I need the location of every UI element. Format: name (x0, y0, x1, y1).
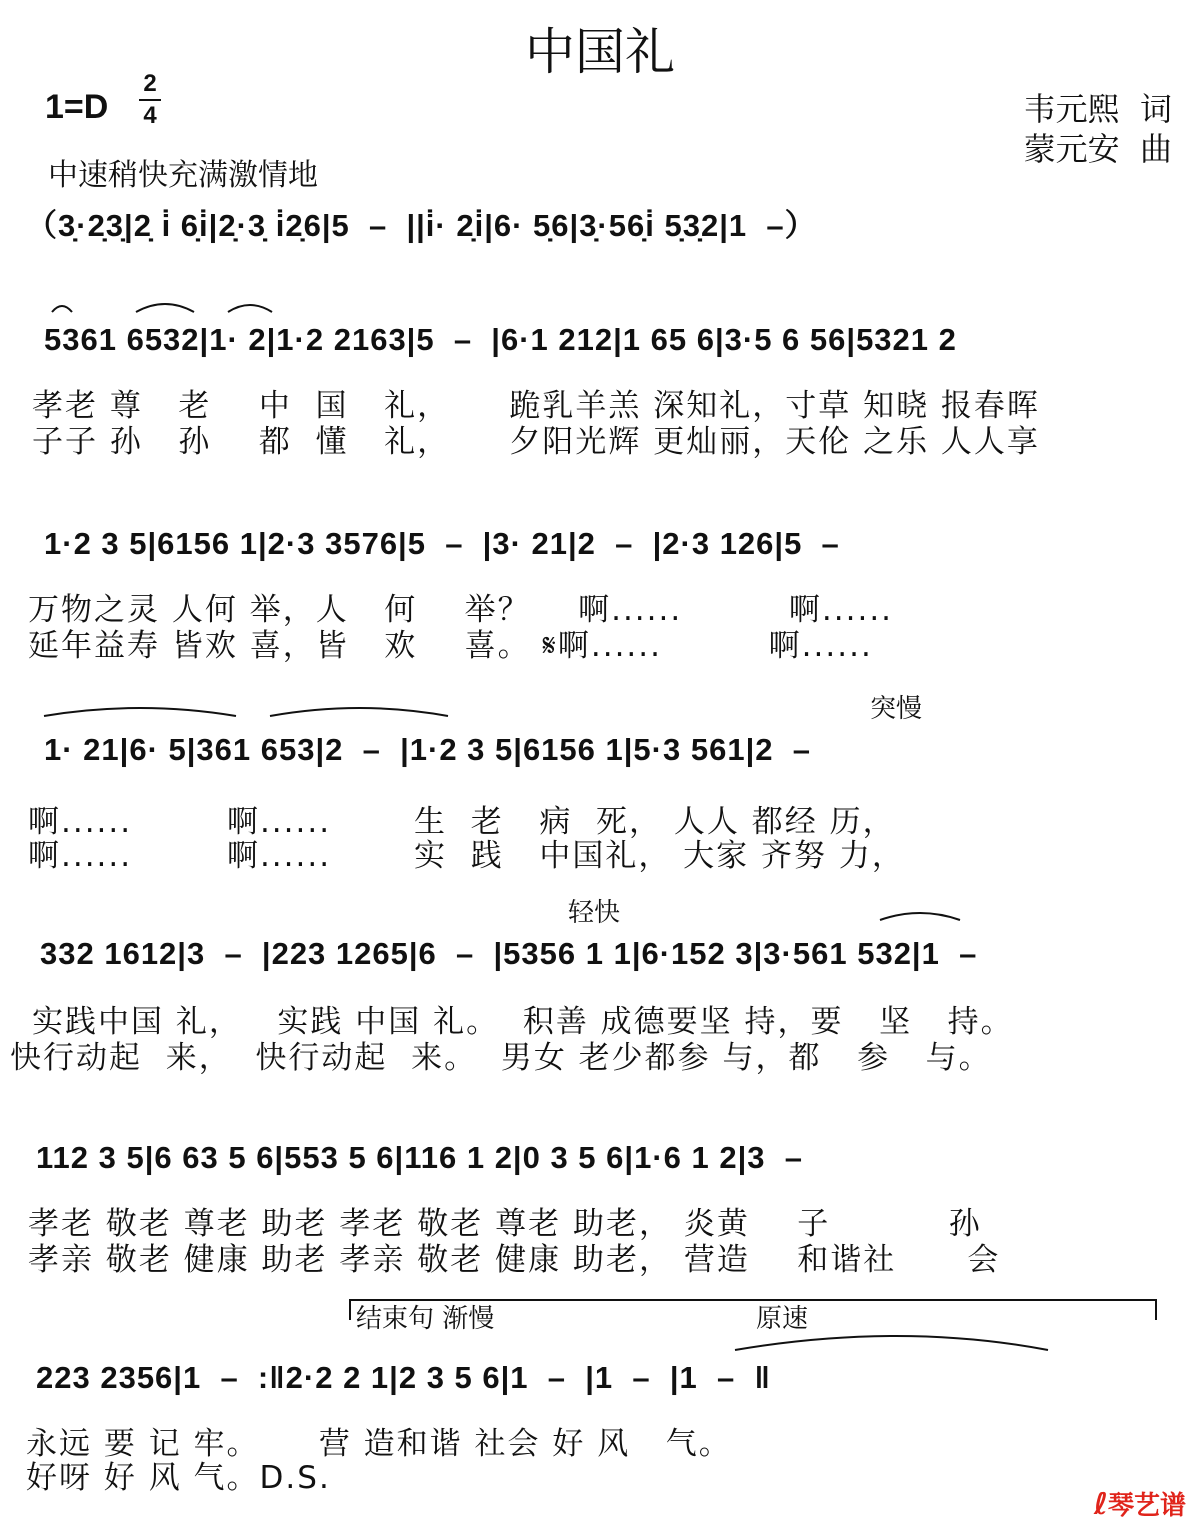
lyric-line-5a: 实践中国 礼， 实践 中国 礼。 积善 成德要坚 持，要 坚 持。 (32, 1004, 1014, 1040)
ending-phrase-marking: 结束句 渐慢 (356, 1304, 495, 1334)
tempo-change-light-quick: 轻快 (568, 898, 621, 928)
slur (52, 306, 72, 312)
lyric-line-2a: 孝老 尊 老 中 国 礼， 跪乳羊羔 深知礼，寸草 知晓 报春晖 (32, 388, 1040, 424)
lyric-line-4a: 啊...... 啊...... 生 老 病 死， 人人 都经 历， (28, 804, 896, 840)
lyric-line-4b: 啊...... 啊...... 实 践 中国礼， 大家 齐努 力， (28, 838, 905, 874)
logo-mark-icon: ℓ (1093, 1487, 1108, 1522)
lyric-line-3a: 万物之灵 人何 举，人 何 举？ 啊...... 啊...... (28, 592, 894, 628)
lyric-line-7b: 好呀 好 风 气。D.S. (26, 1460, 331, 1496)
tempo-change-sudden-slow: 突慢 (870, 694, 923, 724)
original-tempo-marking: 原速 (756, 1304, 809, 1334)
slur (136, 304, 194, 312)
ending-bracket (350, 1300, 1156, 1320)
final-tie (735, 1336, 1048, 1350)
tempo-marking: 中速稍快充满激情地 (48, 158, 318, 193)
notation-line-4: 1· 21|6· 5|361 653|2 – |1·2 3 5|6156 1|5·3 561|2 – (44, 732, 811, 767)
notation-line-1: （3̣·2̣3̣|2̣ i̇ 6̣i̇|2̣·3̣ i̇2̣6|5 – ||i̇· 2̣i̇|6· 5̣6|3̣·56̣i̇ 5̣3̣2|1 –） (26, 208, 817, 243)
lyric-line-3b: 延年益寿 皆欢 喜，皆 欢 喜。 𝄋啊...... 啊...... (28, 628, 873, 664)
logo-text: 琴艺谱 (1107, 1491, 1186, 1521)
lyric-line-2b: 子子 孙 孙 都 懂 礼， 夕阳光辉 更灿丽，天伦 之乐 人人享 (32, 424, 1040, 460)
slur (270, 708, 448, 716)
composer-credit: 蒙元安 曲 (1023, 130, 1172, 168)
slur (228, 305, 272, 312)
time-signature-top: 2 (143, 70, 157, 97)
notation-line-3: 1·2 3 5|6156 1|2·3 3576|5 – |3· 21|2 – |2·3 126|5 – (44, 526, 840, 561)
lyric-line-6b: 孝亲 敬老 健康 助老 孝亲 敬老 健康 助老， 营造 和谐社 会 (28, 1242, 1001, 1278)
slur (44, 708, 236, 716)
lyric-line-6a: 孝老 敬老 尊老 助老 孝老 敬老 尊老 助老， 炎黄 子 孙 (28, 1206, 982, 1242)
key-signature: 1=D (45, 88, 109, 126)
lyric-line-5b: 快行动起 来， 快行动起 来。 男女 老少都参 与，都 参 与。 (10, 1040, 992, 1076)
notation-line-7: 223 2356|1 – :‖2·2 2 1|2 3 5 6|1 – |1 – |1 – ‖ (36, 1360, 771, 1395)
song-title: 中国礼 (525, 23, 675, 81)
time-signature-bottom: 4 (143, 102, 157, 129)
notation-line-2: 5361 6532|1· 2|1·2 2163|5 – |6·1 212|1 65 6|3·5 6 56|5321 2 (44, 322, 957, 357)
lyric-line-7a: 永远 要 记 牢。 营 造和谐 社会 好 风 气。 (26, 1426, 732, 1462)
notation-line-5: 332 1612|3 – |223 1265|6 – |5356 1 1|6·152 3|3·561 532|1 – (40, 936, 978, 971)
notation-line-6: 112 3 5|6 63 5 6|553 5 6|116 1 2|0 3 5 6|1·6 1 2|3 – (36, 1140, 803, 1175)
slur (880, 913, 960, 920)
lyricist-credit: 韦元熙 词 (1023, 90, 1172, 128)
